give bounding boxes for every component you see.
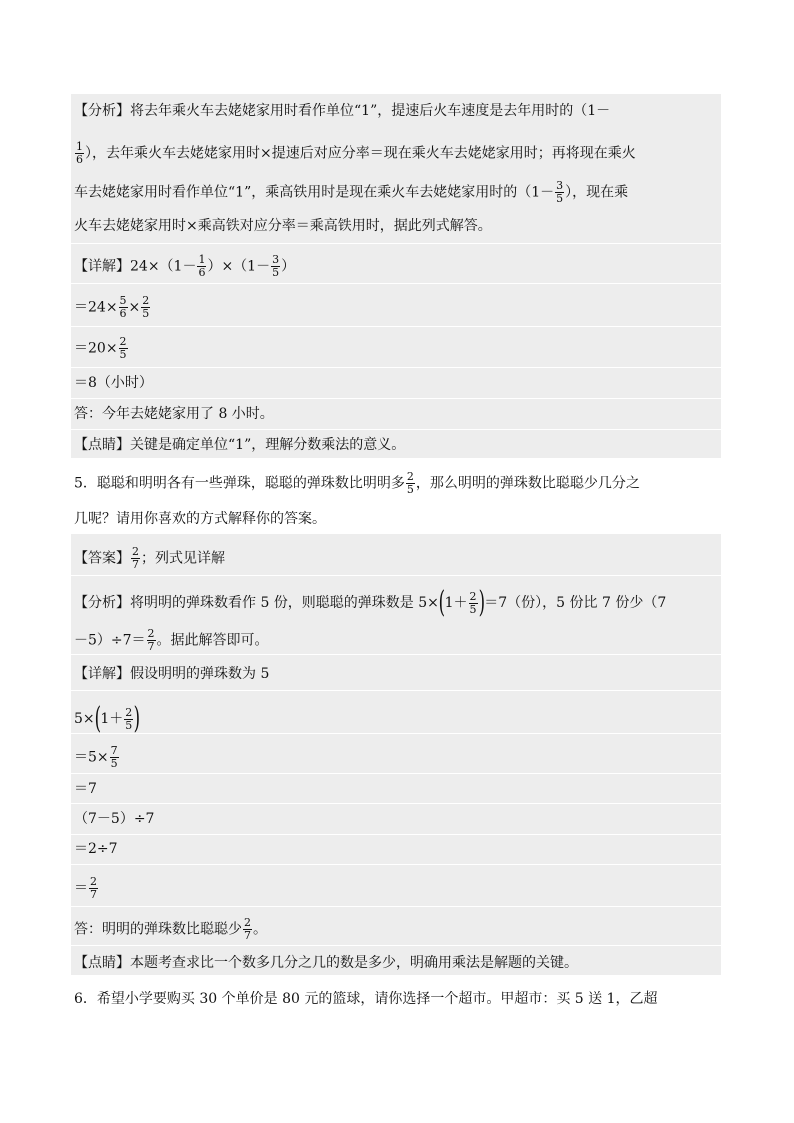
fraction: $\frac{7}{5}$ — [110, 744, 118, 770]
analysis-line-2: －5）÷7＝ $\frac{2}{7}$ 。据此解答即可。 — [74, 627, 269, 653]
fraction: $\frac{2}{5}$ — [125, 705, 133, 732]
step-1: 5×(1＋ $\frac{2}{5}$ ) — [74, 701, 141, 736]
step-4: （7－5）÷7 — [74, 811, 155, 827]
detail-line-1: 【详解】假设明明的弹珠数为 5 — [74, 666, 270, 682]
paren: ) — [478, 585, 485, 620]
divider — [71, 575, 721, 576]
divider — [71, 803, 721, 804]
answer-line: 答：今年去姥姥家用了 8 小时。 — [74, 406, 274, 422]
analysis-line-1: 【分析】将明明的弹珠数看作 5 份，则聪聪的弹珠数是 5×(1＋ $\frac{2}{5}$ )＝7（份），5 份比 7 份少（7 — [74, 585, 667, 620]
analysis-line-1: 【分析】将去年乘火车去姥姥家用时看作单位“1”，提速后火车速度是去年用时的（1－ — [74, 103, 611, 119]
step-6: ＝ $\frac{2}{7}$ — [74, 875, 97, 901]
step-5: ＝2÷7 — [74, 841, 118, 857]
fraction: $\frac{2}{5}$ — [406, 470, 414, 496]
paren: ( — [438, 585, 445, 620]
divider — [71, 864, 721, 865]
fraction: $\frac{1}{6}$ — [198, 253, 206, 279]
fraction: $\frac{2}{5}$ — [142, 294, 150, 320]
divider — [71, 283, 721, 284]
divider — [71, 906, 721, 907]
paren: ( — [94, 701, 101, 736]
divider — [71, 654, 721, 655]
fraction: $\frac{2}{7}$ — [147, 627, 155, 653]
step-3: ＝7 — [74, 781, 97, 797]
divider — [71, 733, 721, 734]
detail-line-4: ＝8（小时） — [74, 375, 153, 391]
fraction: $\frac{2}{7}$ — [90, 875, 97, 901]
detail-line-1: 【详解】24×（1－ $\frac{1}{6}$ ）×（1－ $\frac{3}{5}$ ） — [74, 253, 296, 279]
divider — [71, 429, 721, 430]
divider — [71, 690, 721, 691]
divider — [71, 326, 721, 327]
fraction: $\frac{2}{7}$ — [132, 545, 139, 571]
answer-line: 答：明明的弹珠数比聪聪少 $\frac{2}{7}$ 。 — [74, 916, 267, 942]
divider — [71, 243, 721, 244]
question-5-line-1: 5．聪聪和明明各有一些弹珠，聪聪的弹珠数比明明多 $\frac{2}{5}$ ，那么明明的弹珠数比聪聪少几分之 — [74, 470, 640, 496]
fraction: $\frac{3}{5}$ — [556, 179, 564, 205]
fraction: $\frac{1}{6}$ — [76, 140, 83, 166]
comment-line: 【点睛】关键是确定单位“1”，理解分数乘法的意义。 — [74, 437, 406, 453]
divider — [71, 367, 721, 368]
analysis-line-4: 火车去姥姥家用时×乘高铁对应分率＝乘高铁用时，据此列式解答。 — [74, 218, 492, 234]
divider — [71, 834, 721, 835]
divider — [71, 945, 721, 946]
question-6-line-1: 6．希望小学要购买 30 个单价是 80 元的篮球，请你选择一个超市。甲超市：买 5 送 1，乙超 — [74, 991, 658, 1007]
detail-line-2: ＝24× $\frac{5}{6}$ × $\frac{2}{5}$ — [74, 294, 150, 320]
fraction: $\frac{3}{5}$ — [272, 253, 280, 279]
fraction: $\frac{5}{6}$ — [119, 294, 127, 320]
fraction: $\frac{2}{7}$ — [244, 916, 251, 942]
step-2: ＝5× $\frac{7}{5}$ — [74, 744, 118, 770]
fraction: $\frac{2}{5}$ — [469, 589, 477, 616]
fraction: $\frac{2}{5}$ — [119, 335, 127, 361]
answer-line: 【答案】 $\frac{2}{7}$ ；列式见详解 — [74, 545, 225, 571]
detail-line-3: ＝20× $\frac{2}{5}$ — [74, 335, 127, 361]
paren: ) — [133, 701, 141, 736]
divider — [71, 773, 721, 774]
divider — [71, 398, 721, 399]
analysis-line-3: 车去姥姥家用时看作单位“1”，乘高铁用时是现在乘火车去姥姥家用时的（1－ $\frac{3}{5}$ ），现在乘 — [74, 179, 629, 205]
question-5-line-2: 几呢？请用你喜欢的方式解释你的答案。 — [74, 511, 326, 527]
analysis-line-2: $\frac{1}{6}$ ），去年乘火车去姥姥家用时×提速后对应分率＝现在乘火车去姥姥家用时；再将现在乘火 — [76, 140, 636, 166]
comment-line: 【点睛】本题考查求比一个数多几分之几的数是多少，明确用乘法是解题的关键。 — [74, 955, 578, 971]
